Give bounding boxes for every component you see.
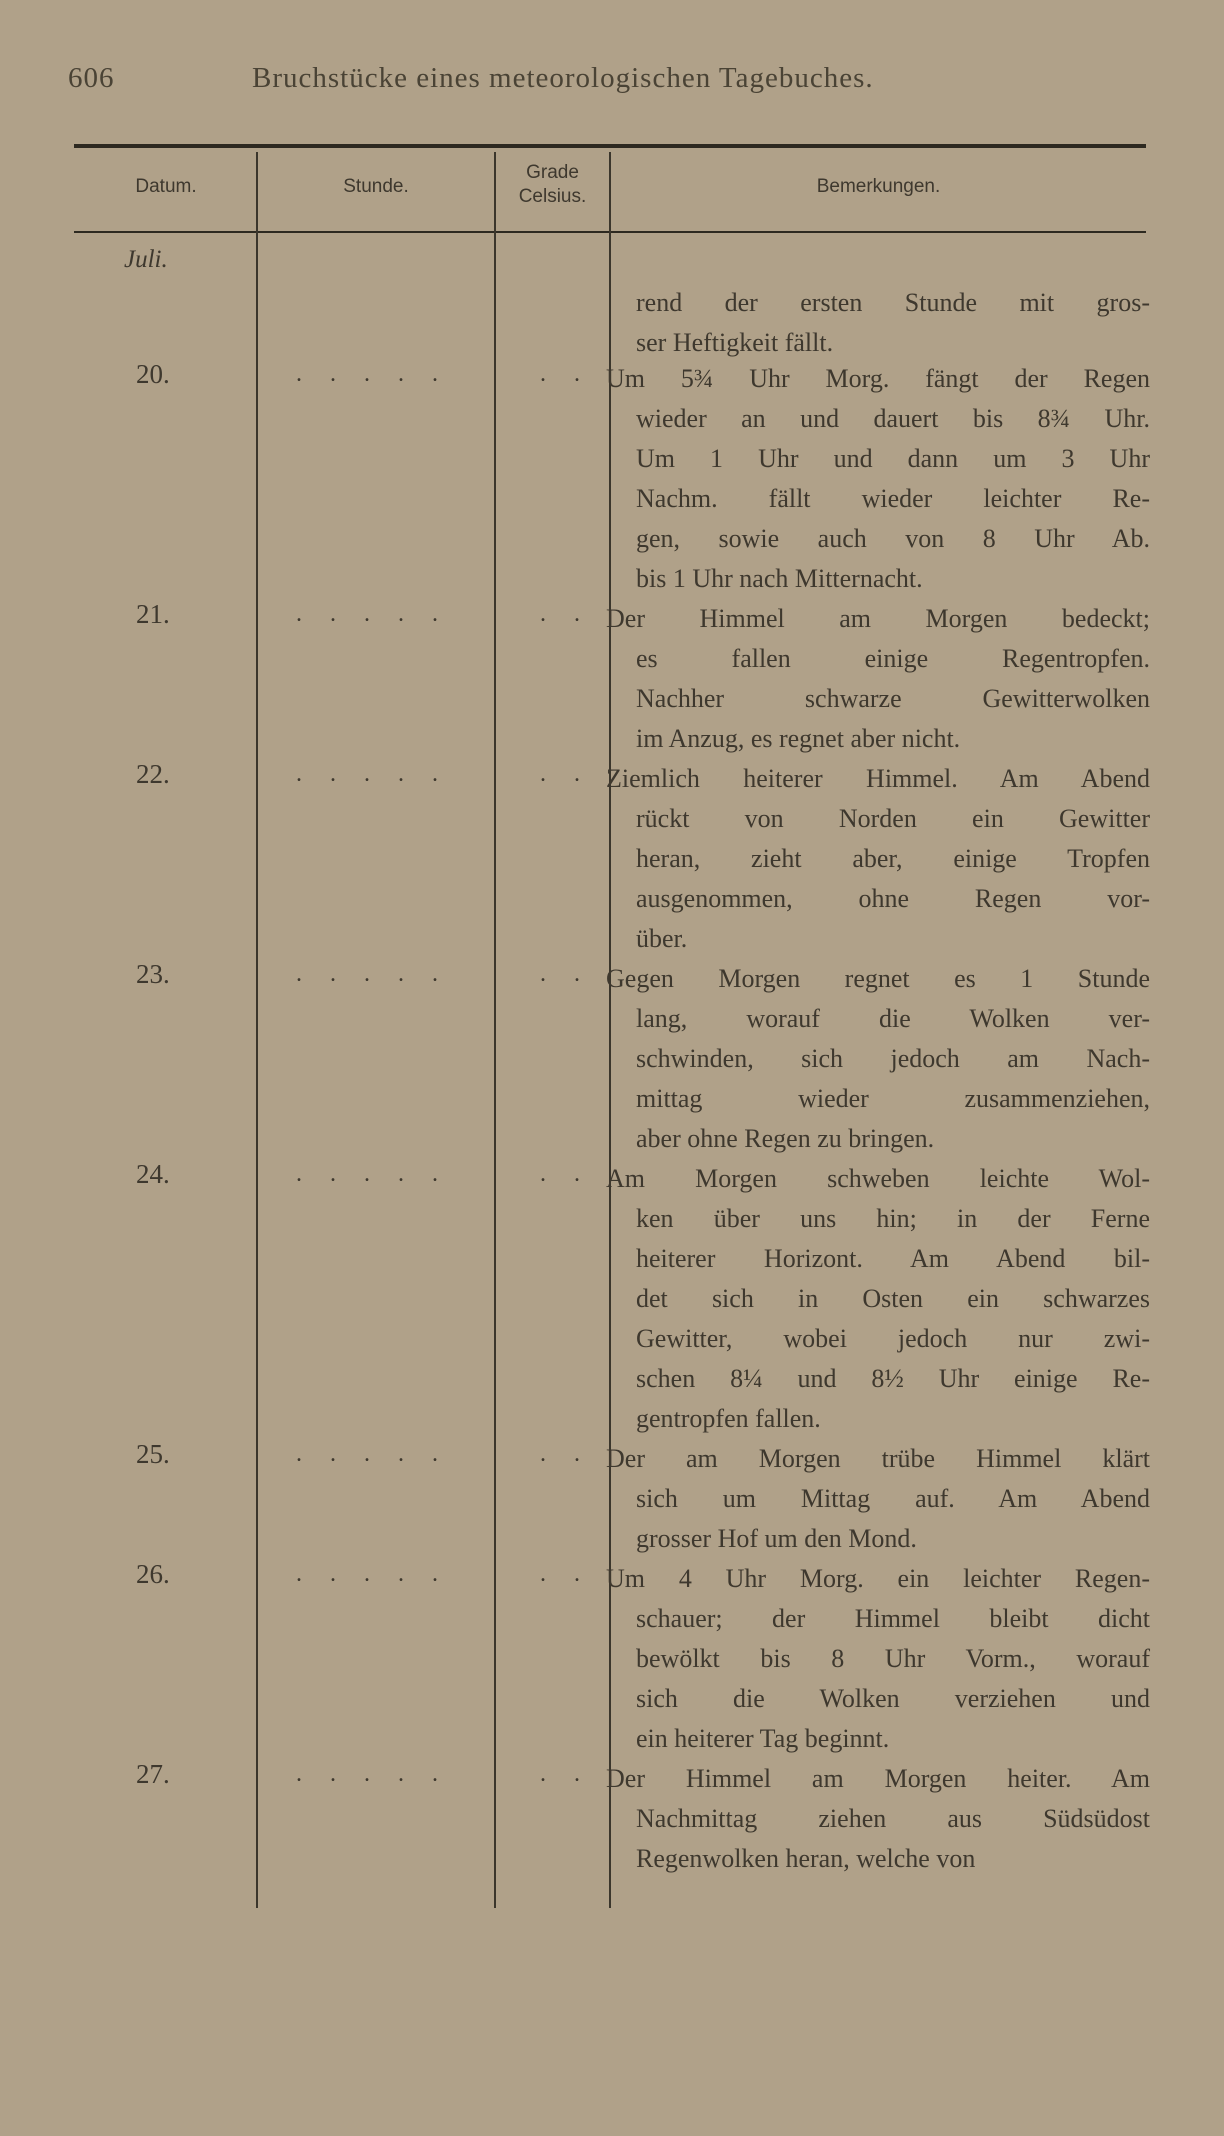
header-grade: Grade	[526, 162, 579, 183]
remark-line: det sich in Osten ein schwarzes	[636, 1284, 1150, 1313]
row-date: 23.	[136, 959, 170, 989]
remark-line: gentropfen fallen.	[636, 1404, 821, 1433]
remark-line: Um 5¾ Uhr Morg. fängt der Regen	[606, 364, 1150, 393]
row-date: 25.	[136, 1439, 170, 1469]
row-grade: . .	[540, 1561, 591, 1587]
row-grade: . .	[540, 961, 591, 987]
row-grade: . .	[540, 361, 591, 387]
remark-line: Der Himmel am Morgen bedeckt;	[606, 604, 1150, 633]
remark-line: Regenwolken heran, welche von	[636, 1844, 976, 1873]
remark-line: Nachm. fällt wieder leichter Re-	[636, 484, 1150, 513]
col-divider-1	[256, 152, 258, 1908]
remark-line: Der Himmel am Morgen heiter. Am	[606, 1764, 1150, 1793]
running-title: Bruchstücke eines meteorologischen Tagebuches.	[252, 62, 874, 94]
remark-line: Der am Morgen trübe Himmel klärt	[606, 1444, 1150, 1473]
row-date: 26.	[136, 1559, 170, 1589]
remark-line: sich die Wolken verziehen und	[636, 1684, 1150, 1713]
remark-line: Gewitter, wobei jedoch nur zwi-	[636, 1324, 1150, 1353]
remark-block	[606, 1439, 1150, 1559]
row-grade: . .	[540, 1161, 591, 1187]
remark-line: aber ohne Regen zu bringen.	[636, 1124, 935, 1153]
remark-continuation	[636, 283, 1150, 363]
header-datum: Datum.	[135, 176, 197, 197]
col-divider-2	[494, 152, 496, 1908]
remark-line: Nachmittag ziehen aus Südsüdost	[636, 1804, 1150, 1833]
remark-line: im Anzug, es regnet aber nicht.	[636, 724, 961, 753]
remark-block	[606, 359, 1150, 599]
remark-line: Um 1 Uhr und dann um 3 Uhr	[636, 444, 1150, 473]
row-stunde: . . . . .	[296, 601, 449, 627]
remark-line: ein heiterer Tag beginnt.	[636, 1724, 890, 1753]
remark-line: Gegen Morgen regnet es 1 Stunde	[606, 964, 1150, 993]
remark-line: Am Morgen schweben leichte Wol-	[606, 1164, 1150, 1193]
remark-line: heiterer Horizont. Am Abend bil-	[636, 1244, 1150, 1273]
row-date: 21.	[136, 599, 170, 629]
remark-line: grosser Hof um den Mond.	[636, 1524, 917, 1553]
row-date: 22.	[136, 759, 170, 789]
row-date: 27.	[136, 1759, 170, 1789]
month-label: Juli.	[124, 246, 168, 273]
row-grade: . .	[540, 601, 591, 627]
remark-line: mittag wieder zusammenziehen,	[636, 1084, 1150, 1113]
page-number: 606	[68, 62, 115, 94]
row-date: 24.	[136, 1159, 170, 1189]
remark-line: Nachher schwarze Gewitterwolken	[636, 684, 1150, 713]
row-stunde: . . . . .	[296, 761, 449, 787]
header-bemerkungen: Bemerkungen.	[816, 176, 941, 197]
row-grade: . .	[540, 761, 591, 787]
row-stunde: . . . . .	[296, 1561, 449, 1587]
remark-line: gen, sowie auch von 8 Uhr Ab.	[636, 524, 1150, 553]
remark-line: bis 1 Uhr nach Mitternacht.	[636, 564, 923, 593]
row-grade: . .	[540, 1441, 591, 1467]
remark-line: schen 8¼ und 8½ Uhr einige Re-	[636, 1364, 1150, 1393]
remark-block	[606, 759, 1150, 959]
row-date: 20.	[136, 359, 170, 389]
table-top-rule	[74, 144, 1146, 148]
remark-line: schauer; der Himmel bleibt dicht	[636, 1604, 1150, 1633]
remark-line: wieder an und dauert bis 8¾ Uhr.	[636, 404, 1150, 433]
row-stunde: . . . . .	[296, 1761, 449, 1787]
header-stunde: Stunde.	[343, 176, 409, 197]
remark-line: bewölkt bis 8 Uhr Vorm., worauf	[636, 1644, 1150, 1673]
remark-line: Ziemlich heiterer Himmel. Am Abend	[606, 764, 1150, 793]
remark-block	[606, 1559, 1150, 1759]
remark-line: lang, worauf die Wolken ver-	[636, 1004, 1150, 1033]
remark-line: heran, zieht aber, einige Tropfen	[636, 844, 1150, 873]
remark-line: über.	[636, 924, 688, 953]
header-celsius: Celsius.	[518, 186, 587, 207]
remark-line: Um 4 Uhr Morg. ein leichter Regen-	[606, 1564, 1150, 1593]
row-stunde: . . . . .	[296, 1161, 449, 1187]
remark-line: sich um Mittag auf. Am Abend	[636, 1484, 1150, 1513]
remark-block	[606, 1759, 1150, 1879]
row-stunde: . . . . .	[296, 1441, 449, 1467]
row-stunde: . . . . .	[296, 961, 449, 987]
remark-block	[606, 599, 1150, 759]
remark-line: es fallen einige Regentropfen.	[636, 644, 1150, 673]
remark-line: rend der ersten Stunde mit gros-	[636, 288, 1150, 317]
remark-line: rückt von Norden ein Gewitter	[636, 804, 1150, 833]
row-grade: . .	[540, 1761, 591, 1787]
remark-block	[606, 959, 1150, 1159]
remark-line: ausgenommen, ohne Regen vor-	[636, 884, 1150, 913]
remark-line: ser Heftigkeit fällt.	[636, 328, 834, 357]
row-stunde: . . . . .	[296, 361, 449, 387]
remark-block	[606, 1159, 1150, 1439]
remark-line: ken über uns hin; in der Ferne	[636, 1204, 1150, 1233]
remark-line: schwinden, sich jedoch am Nach-	[636, 1044, 1150, 1073]
